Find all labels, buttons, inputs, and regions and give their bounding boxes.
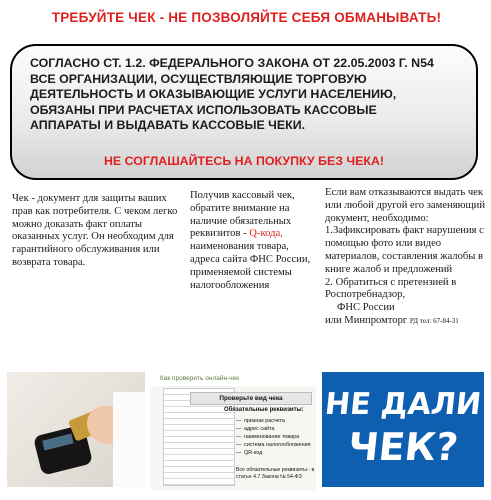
requisite-item: — адрес сайта (236, 425, 311, 433)
poster-line-1: НЕ ДАЛИ (323, 387, 483, 422)
poster-line-2: ЧЕК? (345, 425, 461, 469)
receipt-check-image (150, 372, 316, 490)
payment-terminal-photo (7, 372, 145, 487)
phone-number: РД тел: 67-84-31 (409, 316, 459, 325)
receipt-requisites-text (190, 190, 318, 292)
refusal-step-1: 1.Зафиксировать факт нарушения с помощью фото или видео материалов, составления жалобы в книге жалоб и предложений (325, 225, 484, 275)
refusal-step-2-fns: ФНС России (337, 302, 395, 314)
page-title: ТРЕБУЙТЕ ЧЕК - НЕ ПОЗВОЛЯЙТЕ СЕБЯ ОБМАНЫВАТЬ! (51, 10, 442, 25)
sleeve-shape (113, 392, 145, 487)
refusal-step-2: 2. Обратиться с претензией в Роспотребнадзор, (325, 276, 457, 301)
requisite-item: — признак расчета (236, 417, 311, 425)
law-notice-line: ВСЕ ОРГАНИЗАЦИИ, ОСУЩЕСТВЛЯЮЩИЕ ТОРГОВУЮ (30, 71, 367, 86)
law-notice-line: ОБЯЗАНЫ ПРИ РАСЧЕТАХ ИСПОЛЬЗОВАТЬ КАССОВЫЕ (30, 102, 377, 117)
requisites-rest: наименования товара, адреса сайта ФНС России, применяемой системы налогообложения (190, 241, 311, 291)
receipt-check-note: Все обязательные реквизиты - в статье 4.7 Закона № 54-ФЗ (236, 467, 315, 480)
law-notice-box (10, 44, 478, 180)
law-notice-line: СОГЛАСНО СТ. 1.2. ФЕДЕРАЛЬНОГО ЗАКОНА ОТ 22.05.2003 Г. N54 (30, 56, 434, 70)
law-notice-line: ДЕЯТЕЛЬНОСТЬ И ОКАЗЫВАЮЩИЕ УСЛУГИ НАСЕЛЕНИЮ, (30, 87, 397, 102)
qr-code-highlight: Q-кода, (249, 228, 283, 240)
law-notice-warning: НЕ СОГЛАШАЙТЕСЬ НА ПОКУПКУ БЕЗ ЧЕКА! (103, 154, 385, 168)
receipt-check-subtitle: Обязательные реквизиты: (224, 407, 304, 413)
refusal-step-2-minprom (325, 315, 487, 328)
refusal-steps-text (325, 187, 487, 328)
header-banner (0, 0, 491, 40)
receipt-purpose-text: Чек - документ для защиты ваших прав как потребителя. С чеком легко можно доказать факт оплаты оказанных услуг. Он необходим для гарантийного обслуживания или возврата товара. (12, 193, 178, 268)
terminal-screen (42, 434, 74, 451)
requisites-intro: Получив кассовый чек, обратите внимание на наличие обязательных реквизитов - (190, 190, 295, 240)
refusal-intro: Если вам отказываются выдать чек или любой другой его заменяющий документ, необходимо: (325, 187, 485, 224)
law-notice-line: АППАРАТЫ И ВЫДАВАТЬ КАССОВЫЕ ЧЕКИ. (30, 118, 306, 133)
requisites-list (236, 417, 311, 457)
receipt-check-title: Проверьте вид чека (190, 392, 312, 405)
no-receipt-poster (322, 372, 484, 487)
refusal-step-2-minprom-label: или Минпромторг (325, 314, 408, 326)
receipt-check-header: Как проверить онлайн-чек (150, 372, 316, 386)
law-notice-text (30, 56, 470, 134)
requisite-item: — наименование товара (236, 433, 311, 441)
requisite-item: — QR-код (236, 449, 311, 457)
requisite-item: — система налогообложения (236, 441, 311, 449)
